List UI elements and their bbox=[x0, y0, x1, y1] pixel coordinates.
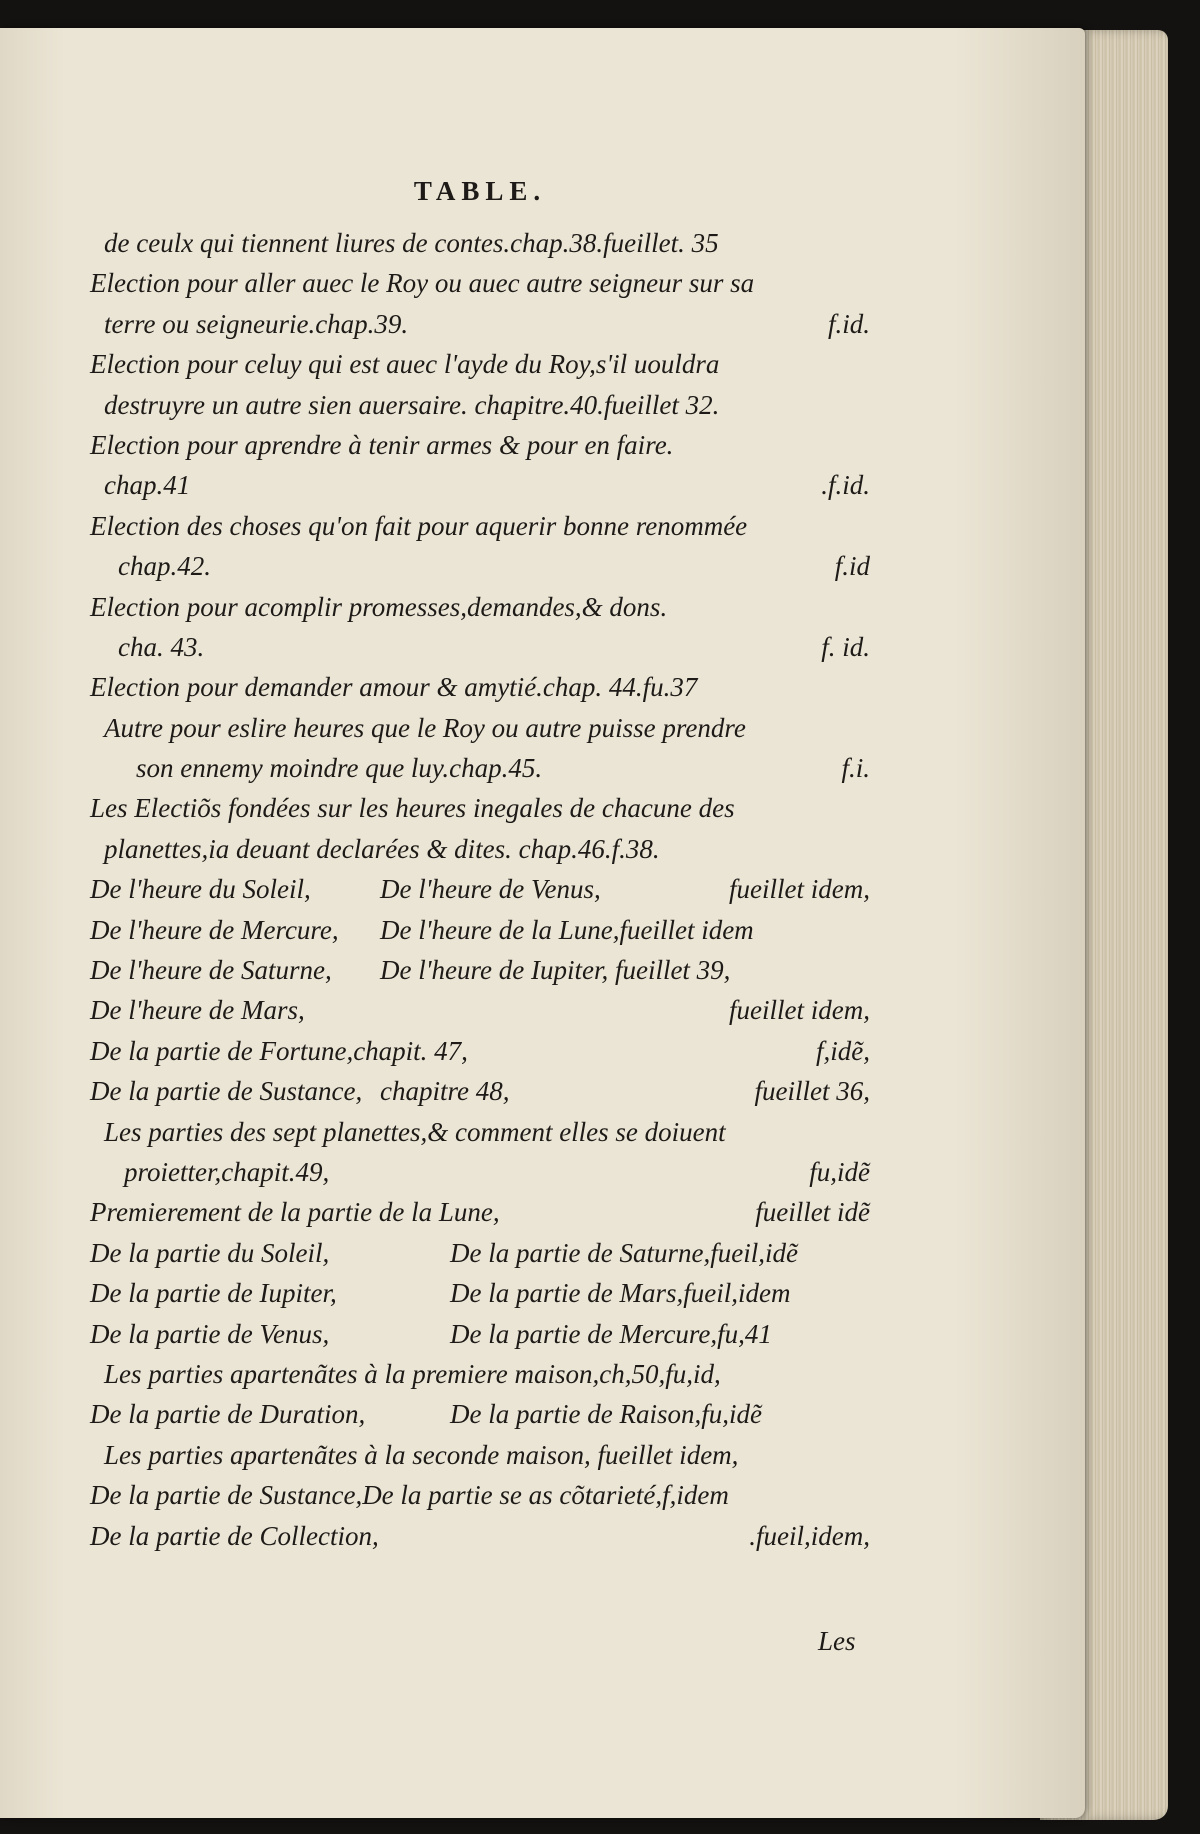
entry-text: son ennemy moindre que luy.chap.45. bbox=[136, 753, 543, 784]
catchword: Les bbox=[818, 1626, 856, 1656]
entry-text: destruyre un autre sien auersaire. chapitre.40.fueillet 32. bbox=[104, 389, 720, 420]
toc-line bbox=[90, 1475, 870, 1515]
running-head: TABLE. bbox=[413, 176, 547, 206]
entry-ref: f.id. bbox=[827, 308, 870, 339]
toc-line bbox=[90, 1233, 870, 1273]
entry-text: cha. 43. bbox=[118, 631, 205, 662]
entry-col-2: De la partie de Mercure,fu,41 bbox=[450, 1318, 772, 1349]
entry-col-1: De la partie de Sustance, bbox=[90, 1076, 363, 1107]
entry-ref: fueillet idem, bbox=[729, 995, 870, 1026]
toc-line bbox=[90, 263, 870, 303]
entry-ref: .f.id. bbox=[821, 470, 870, 501]
entry-col-1: De la partie de Fortune,chapit. 47, bbox=[90, 1035, 468, 1066]
toc-line bbox=[90, 506, 870, 546]
toc-line bbox=[90, 788, 870, 828]
toc-line bbox=[90, 1031, 870, 1071]
entry-col-1: De l'heure de Mars, bbox=[90, 995, 305, 1026]
toc-line bbox=[104, 1354, 870, 1394]
entry-text: chap.42. bbox=[118, 551, 211, 582]
entry-col-1: De la partie de Iupiter, bbox=[90, 1278, 337, 1309]
toc-line bbox=[90, 344, 870, 384]
table-of-contents bbox=[90, 223, 870, 1556]
entry-col-1: De la partie de Collection, bbox=[90, 1520, 379, 1551]
entry-text: de ceulx qui tiennent liures de contes.chap.38.fueillet. 35 bbox=[104, 228, 719, 258]
entry-text: Les parties apartenãtes à la premiere maison,ch,50,fu,id, bbox=[104, 1358, 721, 1389]
toc-line bbox=[90, 425, 870, 465]
entry-col-1: De l'heure de Mercure, bbox=[90, 914, 339, 945]
toc-line bbox=[136, 748, 870, 788]
toc-line bbox=[104, 1435, 870, 1475]
toc-line bbox=[90, 1314, 870, 1354]
toc-line bbox=[90, 1192, 870, 1232]
toc-line bbox=[104, 465, 870, 505]
entry-text: Election pour acomplir promesses,demandes,& dons. bbox=[90, 591, 668, 622]
entry-text: Les parties apartenãtes à la seconde maison, fueillet idem, bbox=[104, 1439, 739, 1470]
entry-ref: f.i. bbox=[841, 753, 870, 784]
toc-line bbox=[118, 627, 870, 667]
toc-line bbox=[90, 990, 870, 1030]
toc-line bbox=[90, 667, 870, 707]
toc-line bbox=[124, 1152, 870, 1192]
entry-col-1: De l'heure de Saturne, bbox=[90, 955, 332, 986]
entry-text: De la partie de Sustance,De la partie se as cõtarieté,f,idem bbox=[90, 1480, 729, 1511]
entry-ref: f,idẽ, bbox=[816, 1035, 870, 1066]
entry-col-1: De la partie de Duration, bbox=[90, 1399, 366, 1430]
entry-col-1: De la partie du Soleil, bbox=[90, 1237, 330, 1268]
book-page bbox=[0, 28, 1085, 1818]
entry-text: terre ou seigneurie.chap.39. bbox=[104, 308, 409, 339]
toc-line bbox=[104, 385, 870, 425]
entry-col-1: Premierement de la partie de la Lune, bbox=[90, 1197, 500, 1228]
toc-line bbox=[104, 223, 870, 263]
toc-line bbox=[104, 1112, 870, 1152]
entry-text: Election pour aprendre à tenir armes & pour en faire. bbox=[90, 429, 674, 460]
toc-line bbox=[118, 546, 870, 586]
entry-text: Les parties des sept planettes,& comment elles se doiuent bbox=[104, 1116, 726, 1147]
entry-col-1: De l'heure du Soleil, bbox=[90, 874, 311, 905]
entry-ref: fu,idẽ bbox=[809, 1156, 870, 1187]
toc-line bbox=[90, 950, 870, 990]
toc-line bbox=[90, 1394, 870, 1434]
toc-line bbox=[90, 587, 870, 627]
toc-line bbox=[104, 829, 870, 869]
toc-line bbox=[90, 1516, 870, 1556]
entry-text: chap.41 bbox=[104, 470, 191, 501]
entry-ref: .fueil,idem, bbox=[749, 1520, 870, 1551]
entry-text: proietter,chapit.49, bbox=[124, 1156, 330, 1187]
entry-ref: fueillet idẽ bbox=[755, 1197, 870, 1228]
entry-text: Election pour demander amour & amytié.chap. 44.fu.37 bbox=[90, 672, 698, 703]
toc-line bbox=[90, 1273, 870, 1313]
entry-ref: fueillet idem, bbox=[729, 874, 870, 905]
toc-line bbox=[104, 304, 870, 344]
entry-col-1: De la partie de Venus, bbox=[90, 1318, 330, 1349]
entry-col-2: De la partie de Saturne,fueil,idẽ bbox=[450, 1237, 798, 1268]
entry-ref: f.id bbox=[834, 551, 870, 582]
entry-col-2: De l'heure de Venus, bbox=[380, 874, 601, 905]
entry-col-2: De l'heure de la Lune,fueillet idem bbox=[380, 914, 754, 945]
toc-line bbox=[104, 708, 870, 748]
toc-line bbox=[90, 1071, 870, 1111]
entry-ref: f. id. bbox=[821, 631, 870, 662]
entry-text: planettes,ia deuant declarées & dites. chap.46.f.38. bbox=[104, 833, 660, 864]
entry-col-2: De la partie de Mars,fueil,idem bbox=[450, 1278, 791, 1309]
entry-col-2: De la partie de Raison,fu,idẽ bbox=[450, 1399, 762, 1430]
entry-col-2: De l'heure de Iupiter, fueillet 39, bbox=[380, 955, 731, 986]
entry-text: Les Electiõs fondées sur les heures inegales de chacune des bbox=[90, 793, 735, 824]
entry-text: Autre pour eslire heures que le Roy ou autre puisse prendre bbox=[104, 712, 746, 743]
entry-ref: fueillet 36, bbox=[754, 1076, 870, 1107]
toc-line bbox=[90, 910, 870, 950]
entry-text: Election des choses qu'on fait pour aquerir bonne renommée bbox=[90, 510, 748, 541]
entry-col-2: chapitre 48, bbox=[380, 1076, 510, 1107]
toc-line bbox=[90, 869, 870, 909]
entry-text: Election pour celuy qui est auec l'ayde du Roy,s'il uouldra bbox=[90, 349, 720, 380]
entry-text: Election pour aller auec le Roy ou auec autre seigneur sur sa bbox=[90, 268, 755, 299]
